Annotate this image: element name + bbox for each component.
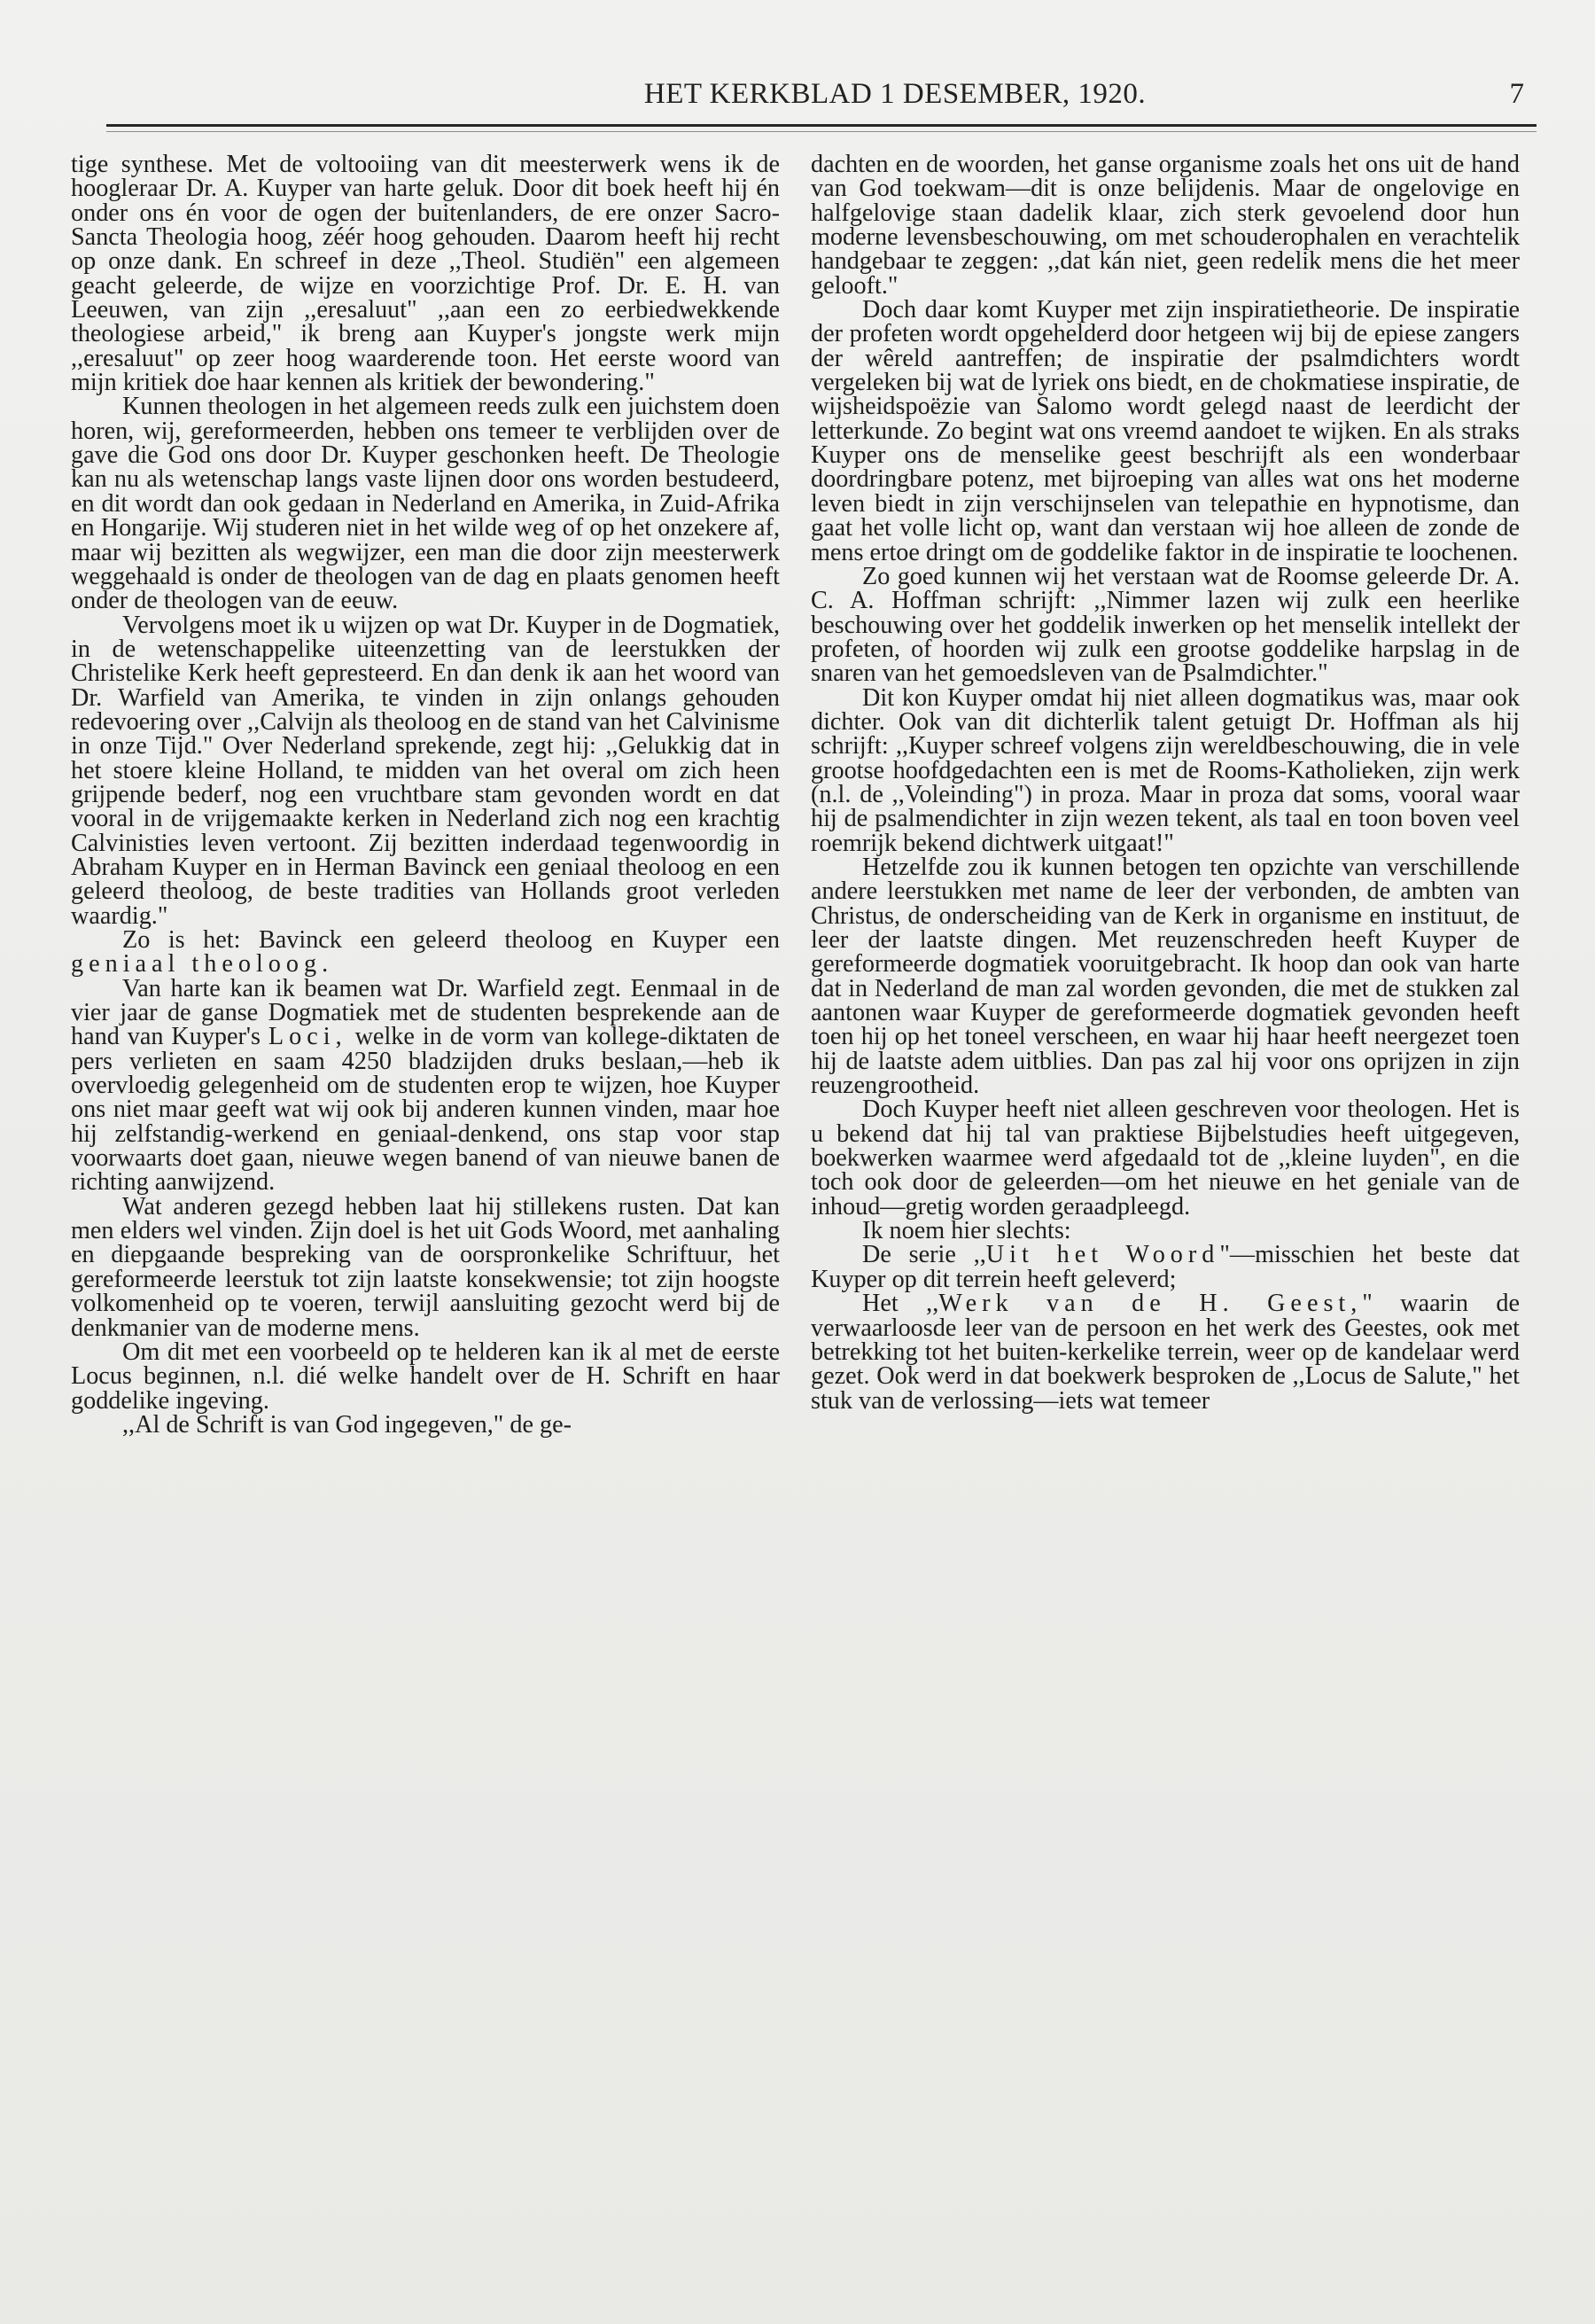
right-paragraph-9-rest: " waarin de verwaarloosde leer van de persoon en het werk des Geestes, ook met betrekking tot het buiten-kerkelike terrein, weer op de kandelaar werd gezet. Ook werd in dat boekwerk besproken de ,,Locus de Salute," het stuk van de verlossing—iets wat temeer: [811, 1290, 1520, 1415]
left-paragraph-5: [71, 974, 781, 1197]
right-paragraph-7: Ik noem hier slechts:: [862, 1217, 1071, 1245]
left-column: [71, 152, 780, 1437]
right-paragraph-1: dachten en de woorden, het ganse organisme zoals het ons uit de hand van God toekwam—dit is onze belijdenis. Maar de ongelovige en halfgelovige staan dadelik klaar, zich sterk gevoelend door hun moderne levensbeschouwing, om met schouderophalen en verachtelik handgebaar te zeggen: ,,dat kán niet, geen redelik mens die het meer gelooft.": [811, 151, 1520, 300]
right-paragraph-3: Zo goed kunnen wij het verstaan wat de Roomse geleerde Dr. A. C. A. Hoffman schrijft: ,,Nimmer lazen wij zulk een heerlike beschouwing over het goddelik inwerken op het menselik intellekt der profeten, of hoorden wij zulk een grootse goddelike harpslag in de snaren van het gemoedsleven van de Psalmdichter.": [811, 562, 1520, 688]
emphasis-loci: Loci,: [268, 1023, 347, 1051]
right-column: [811, 152, 1520, 1413]
right-paragraph-6: Doch Kuyper heeft niet alleen geschreven voor theologen. Het is u bekend dat hij tal van praktiese Bijbelstudies heeft uitgegeven, boekwerken waarmee werd afgedaald tot de ,,kleine luyden", en die toch ook door de geleerden—om het nieuwe en het geniale van de inhoud—gretig worden geraadpleegd.: [811, 1096, 1520, 1220]
left-paragraph-6: Wat anderen gezegd hebben laat hij stillekens rusten. Dat kan men elders wel vinden. Zijn doel is het uit Gods Woord, met aanhaling en diepgaande bespreking van de oorspronkelike Schriftuur, het gereformeerde leerstuk tot zijn laatste konsekwensie; tot zijn hoogste volkomenheid op te voeren, terwijl aansluiting gezocht werd bij de denkmanier van de moderne mens.: [71, 1192, 780, 1342]
left-paragraph-5-rest: welke in de vorm van kollege-diktaten de pers verlieten en saam 4250 bladzijden druks beslaan,—heb ik overvloedig gelegenheid om de studenten erop te wijzen, hoe Kuyper ons niet maar geeft wat wij ook bij anderen kunnen vinden, maar hoe hij zelfstandig-werkend en geniaal-denkend, ons stap voor stap voorwaarts doet gaan, nieuwe wegen banend of van nieuwe banen de richting aanwijzend.: [71, 1023, 781, 1197]
emphasis-uit-het-woord: Uit het Woord: [985, 1241, 1220, 1269]
page-title: HET KERKBLAD 1 DESEMBER, 1920.: [643, 78, 1147, 110]
right-paragraph-8-lead: De serie ,,: [862, 1241, 986, 1269]
left-paragraph-4-text: Zo is het: Bavinck een geleerd theoloog en Kuyper een: [122, 926, 780, 954]
page-header: [89, 73, 1542, 135]
right-paragraph-4: Dit kon Kuyper omdat hij niet alleen dogmatikus was, maar ook dichter. Ook van dit dichterlik talent getuigt Dr. Hoffman als hij schrijft: ,,Kuyper schreef volgens zijn wereldbeschouwing, die in vele grootse hoofdgedachten een is met de Rooms-Katholieken, zijn werk (n.l. de ,,Voleinding") in proza. Maar in proza dat soms, vooral waar hij de psalmendichter in zijn wezen tekent, als taal en toon boven veel roemrijk bekend dichtwerk uitgaat!": [811, 683, 1520, 857]
right-paragraph-8: [811, 1243, 1520, 1291]
left-paragraph-4: [71, 928, 780, 977]
header-rule-thin: [106, 131, 1537, 132]
left-paragraph-5-text: Van harte kan ik beamen wat Dr. Warfield zegt. Eenmaal in de vier jaar de ganse Dogmatiek met de studenten besprekende aan de hand van Kuyper's: [71, 974, 780, 1051]
left-paragraph-7: Om dit met een voorbeeld op te helderen kan ik al met de eerste Locus beginnen, n.l. dié welke handelt over de H. Schrift en haar goddelike ingeving.: [71, 1337, 780, 1415]
page-number: 7: [1509, 78, 1524, 110]
left-paragraph-8: ,,Al de Schrift is van God ingegeven," de ge-: [122, 1410, 572, 1439]
right-paragraph-5: Hetzelfde zou ik kunnen betogen ten opzichte van verschillende andere leerstukken met name de leer der verbonden, de ambten van Christus, de onderscheiding van de Kerk in organisme en instituut, de leer der laatste dingen. Met reuzenschreden heeft Kuyper de gereformeerde dogmatiek vooruitgebracht. Ik hoop dan ook van harte dat in Nederland de man zal worden gevonden, die met de stukken zal aantonen waar Kuyper de gereformeerde dogmatiek gevonden heeft toen hij op het toneel verscheen, en waar hij haar heeft neergezet toen hij de laatste adem uitblies. Dan pas zal hij voor ons oprijzen in zijn reuzengrootheid.: [811, 853, 1520, 1100]
emphasis-geniaal: geniaal theoloog.: [71, 950, 334, 979]
left-paragraph-2: Kunnen theologen in het algemeen reeds zulk een juichstem doen horen, wij, gereformeerden, hebben ons temeer te verblijden over de gave die God ons door Dr. Kuyper geschonken heeft. De Theologie kan nu als wetenschap langs vaste lijnen door ons worden bestudeerd, en dit wordt dan ook gedaan in Nederland en Amerika, in Zuid-Afrika en Hongarije. Wij studeren niet in het wilde weg of op het onzekere af, maar wij bezitten als wegwijzer, een man die door zijn meesterwerk weggehaald is onder de theologen van de dag en plaats genomen heeft onder de theologen van de eeuw.: [71, 393, 780, 615]
right-paragraph-9-lead: Het ,,: [862, 1290, 939, 1318]
left-paragraph-1: tige synthese. Met de voltooiing van dit meesterwerk wens ik de hoogleraar Dr. A. Kuyper van harte geluk. Door dit boek heeft hij én onder ons én voor de ogen der buitenlanders, de ere onzer Sacro-Sancta Theologia hoog, zéér hoog gehouden. Daarom heeft hij recht op onze dank. En schreef in deze ,,Theol. Studiën" een algemeen geacht geleerde, de wijze en voorzichtige Prof. Dr. E. H. van Leeuwen, van zijn ,,eresaluut" ,,aan een zo eerbiedwekkende theologiese arbeid," ik breng aan Kuyper's jongste werk mijn ,,eresaluut" op zeer hoog waarderende toon. Het eerste woord van mijn kritiek doe haar kennen als kritiek der bewondering.": [71, 151, 780, 397]
header-rule: [106, 124, 1537, 127]
right-paragraph-2: Doch daar komt Kuyper met zijn inspiratietheorie. De inspiratie der profeten wordt opgehelderd door hetgeen wij bij de epiese zangers der wêreld aantreffen; de inspiratie der psalmdichters wordt vergeleken bij wat de lyriek ons biedt, en de chokmatiese inspiratie, de wijsheidspoëzie van Salomo wordt gelegd naast de leerdicht der letterkunde. Zo begint wat ons vreemd aandoet te wijken. En als straks Kuyper ons de menselike geest beschrijft als een wonderbaar doordringbare potenz, met bijroeping van alles wat ons het moderne leven biedt in zijn verschijnselen van telepathie en hypnotisme, dan gaat het volle licht op, want dan verstaan wij hoe alleen de zonde de mens ertoe dringt om de goddelike faktor in de inspiratie te loochenen.: [811, 296, 1520, 566]
emphasis-werk-van-de-h-geest: Werk van de H. Geest,: [938, 1290, 1363, 1318]
right-paragraph-9: [811, 1291, 1520, 1413]
right-paragraph-8-rest: "—misschien het beste dat Kuyper op dit terrein heeft geleverd;: [811, 1241, 1521, 1293]
left-paragraph-3: Vervolgens moet ik u wijzen op wat Dr. Kuyper in de Dogmatiek, in de wetenschappelike uiteenzetting van de leerstukken der Christelike Kerk heeft gepresteerd. En dan denk ik aan het woord van Dr. Warfield van Amerika, te vinden in zijn onlangs gehouden redevoering over ,,Calvijn als theoloog en de stand van het Calvinisme in onze Tijd." Over Nederland sprekende, zegt hij: ,,Gelukkig dat in het stoere kleine Holland, te midden van het overal om zich heen grijpende bederf, nog een vruchtbare stam gevonden wordt en dat vooral in de vrijgemaakte kerken in Nederland zich nog een krachtig Calvinisties leven vertoont. Zij bezitten inderdaad tegenwoordig in Abraham Kuyper en in Herman Bavinck een geniaal theoloog en een geleerd theoloog, de beste tradities van Hollands groot verleden waardig.": [71, 611, 780, 930]
